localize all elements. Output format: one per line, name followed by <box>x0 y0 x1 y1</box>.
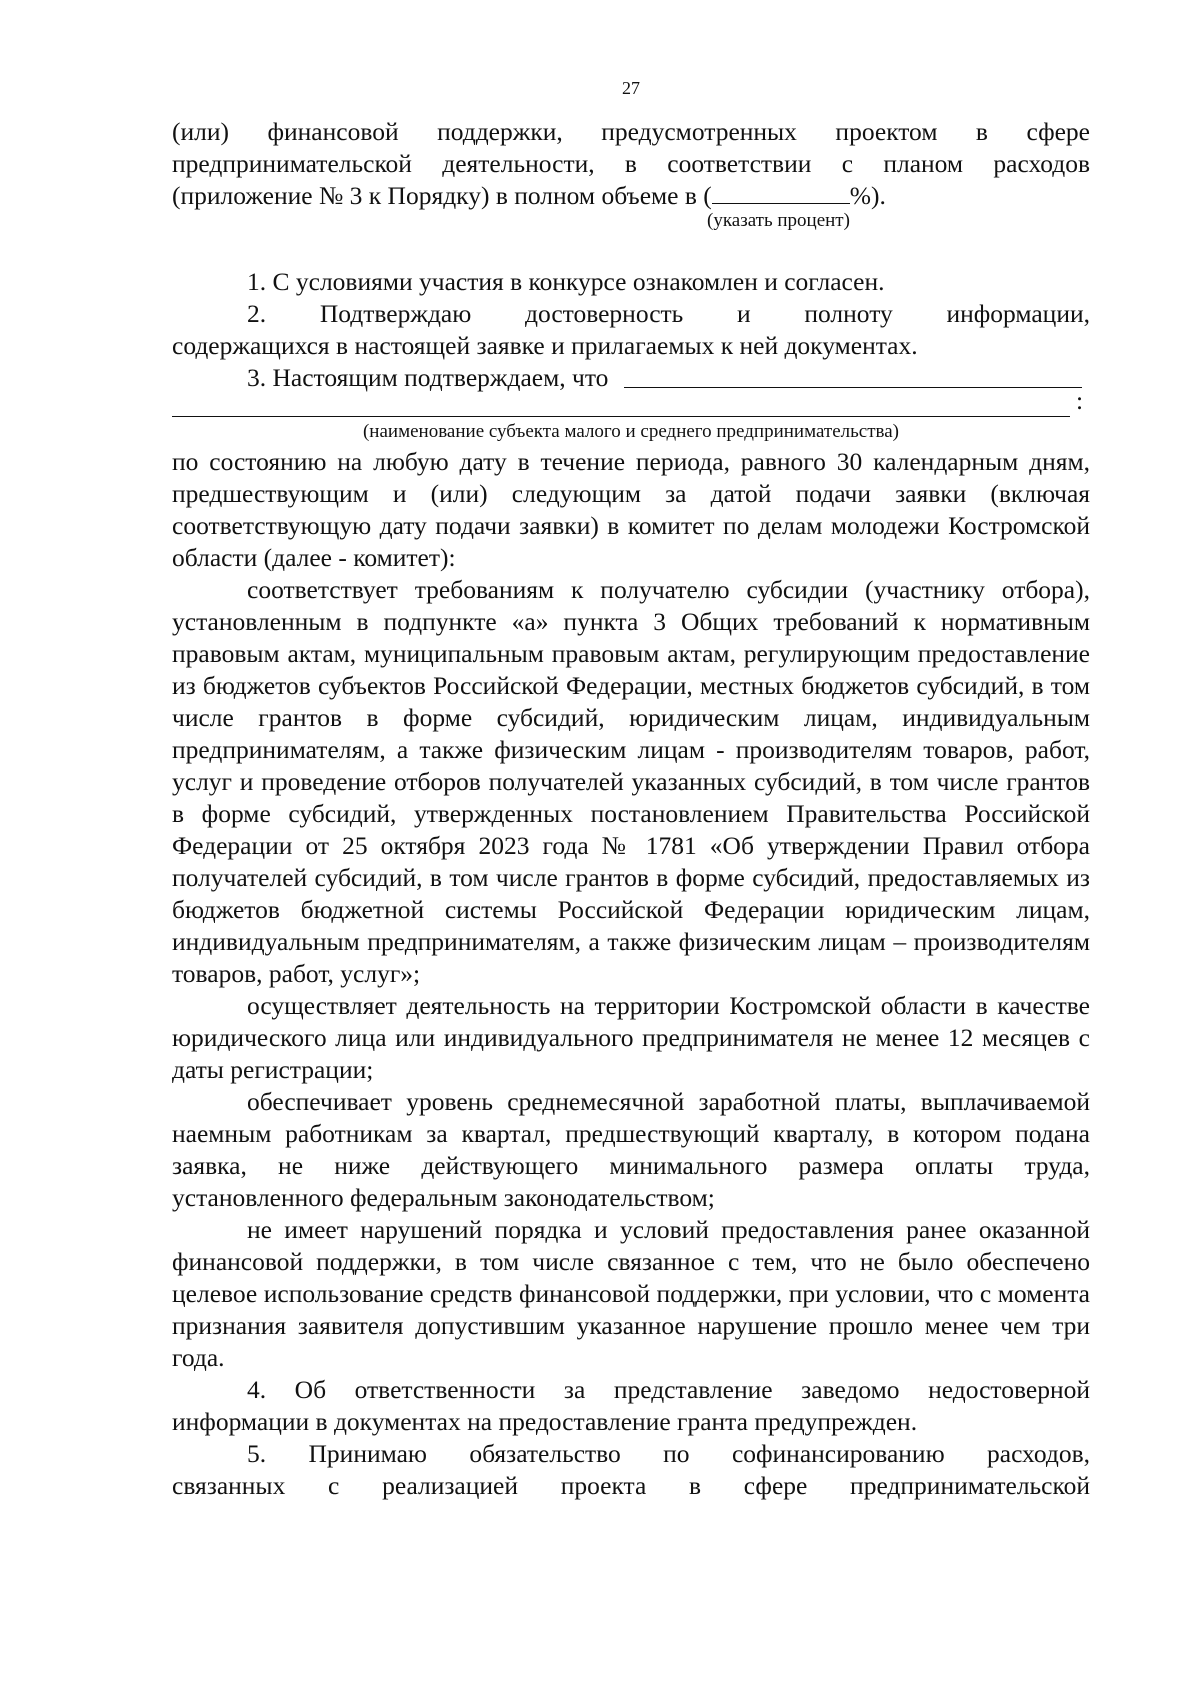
item-1: 1. С условиями участия в конкурсе ознакомлен и согласен. <box>247 267 885 296</box>
paragraph-state: по состоянию на любую дату в течение периода, равного 30 календарным дням, предшествующим и (или) следующим за датой подачи заявки (включая соответствующую дату подачи заявки) в комитет по делам молодежи Костромской области (далее - комитет): <box>172 447 1090 572</box>
subject-blank-line-2 <box>172 416 1070 417</box>
paragraph-item-5-line-2: связанных с реализацией проекта в сфере предпринимательской <box>172 1471 1090 1500</box>
page-number: 27 <box>622 78 640 98</box>
paragraph-item-5-line-1: 5. Принимаю обязательство по софинансированию расходов, <box>247 1439 1090 1468</box>
intro-line-3 <box>172 180 1090 212</box>
paragraph-item-4: 4. Об ответственности за представление заведомо недостоверной информации в документах на предоставление гранта предупрежден. <box>172 1375 1090 1436</box>
subject-colon: : <box>1076 386 1084 415</box>
intro-line-1: (или) финансовой поддержки, предусмотренных проектом в сфере <box>172 117 1090 146</box>
paragraph-violations: не имеет нарушений порядка и условий предоставления ранее оказанной финансовой поддержки, в том числе связанное с тем, что не было обеспечено целевое использование средств финансовой поддержки, при условии, что с момента признания заявителя допустившим указанное нарушение прошло менее чем три года. <box>172 1215 1090 1372</box>
subject-blank-line-1 <box>624 387 1082 388</box>
item-2-line-2: содержащихся в настоящей заявке и прилагаемых к ней документах. <box>172 331 918 360</box>
percent-blank <box>712 181 850 204</box>
intro-line-3-text: (приложение № 3 к Порядку) в полном объеме в ( <box>172 181 712 210</box>
percent-hint: (указать процент) <box>707 210 850 231</box>
paragraph-activity: осуществляет деятельность на территории Костромской области в качестве юридического лица или индивидуального предпринимателя не менее 12 месяцев с даты регистрации; <box>172 991 1090 1084</box>
intro-block <box>172 116 1090 212</box>
paragraph-salary: обеспечивает уровень среднемесячной заработной платы, выплачиваемой наемным работникам за квартал, предшествующий кварталу, в котором подана заявка, не ниже действующего минимального размера оплаты труда, установленного федеральным законодательством; <box>172 1087 1090 1212</box>
paragraph-requirements: соответствует требованиям к получателю субсидии (участнику отбора), установленным в подпункте «а» пункта 3 Общих требований к нормативным правовым актам, муниципальным правовым актам, регулирующим предоставление из бюджетов субъектов Российской Федерации, местных бюджетов субсидий, в том числе грантов в форме субсидий, юридическим лицам, индивидуальным предпринимателям, а также физическим лицам - производителям товаров, работ, услуг и проведение отборов получателей указанных субсидий, в том числе грантов в форме субсидий, утвержденных постановлением Правительства Российской Федерации от 25 октября 2023 года № 1781 «Об утверждении Правил отбора получателей субсидий, в том числе грантов в форме субсидий, предоставляемых из бюджетов бюджетной системы Российской Федерации юридическим лицам, индивидуальным предпринимателям, а также физическим лицам – производителям товаров, работ, услуг»; <box>172 575 1090 988</box>
intro-line-3-end: %). <box>849 181 886 210</box>
item-2-line-1: 2. Подтверждаю достоверность и полноту информации, <box>247 299 1090 328</box>
intro-line-2: предпринимательской деятельности, в соответствии с планом расходов <box>172 149 1090 178</box>
body-block <box>172 446 1090 1502</box>
item-3-lead: 3. Настоящим подтверждаем, что <box>247 363 609 392</box>
subject-hint: (наименование субъекта малого и среднего предпринимательства) <box>362 421 900 442</box>
items-block <box>172 266 1090 394</box>
